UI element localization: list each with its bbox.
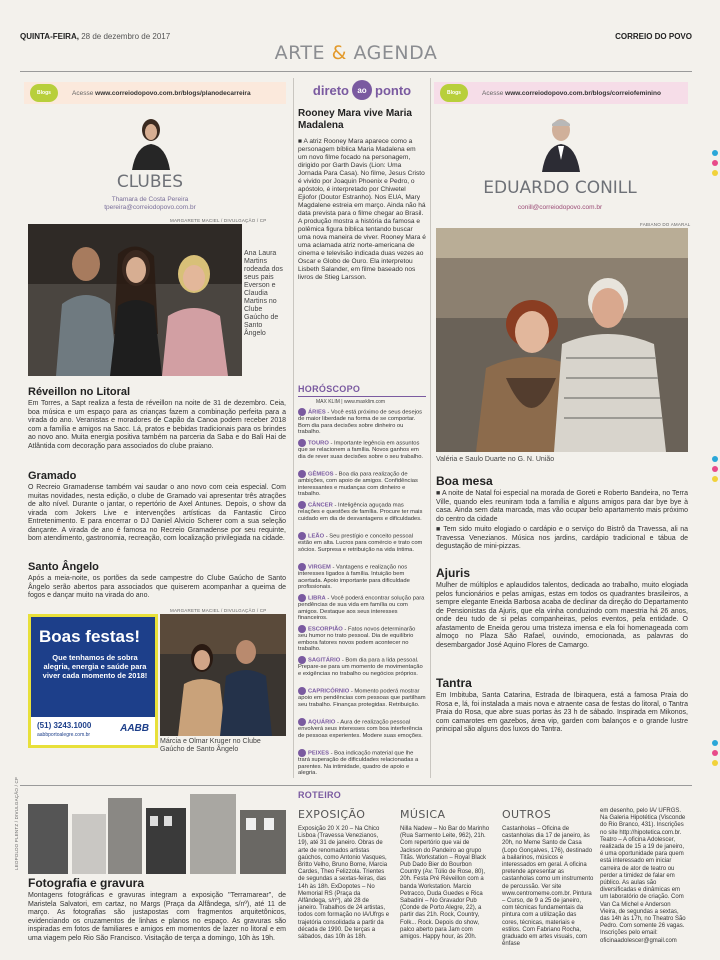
photo-terramarear [28, 794, 286, 874]
sign-name: SAGITÁRIO [308, 657, 341, 664]
sign-name: ESCORPIÃO [308, 626, 343, 633]
sign-name: TOURO [308, 440, 329, 447]
text-fotografia: Montagens fotográficas e gravuras integram a exposição "Terramarear", de Maristela Salvatori, em cartaz, no Margs (Praça da Alfândega, s/nº), até 11 de março. As fotografias são justapostas com fragmentos arquitetônicos, evidenciando os cruzamentos de linhas e planos no espaço. As gravuras são inspiradas em fotos de familiares e amigos em momentos de lazer no litoral e em uma viagem pelo Rio São Francisco. Visitação de terça a domingo, 10h às 19h. [28, 892, 286, 942]
zodiac-icon [298, 501, 306, 509]
zodiac-icon [298, 532, 306, 540]
text-tantra: Em Imbituba, Santa Catarina, Estrada de Ibiraquera, está a famosa Praia do Rosa e, lá, foi instalada a mais nova e atraente casa de festas do litoral, o Tantra Praia do Rosa, que abre suas portas às 23 h de sábado. Inspirada em Mikonos, com camarotes em gazebos, área vip, garden com balanços e o grande lustre principal são alguns dos luxos do Tantra. [436, 692, 688, 733]
zodiac-icon [298, 563, 306, 571]
registration-dots [712, 740, 718, 770]
ad-footer [31, 717, 155, 745]
sign-name: LIBRA [308, 595, 326, 602]
sign-name: LEÃO [308, 533, 325, 540]
columnist-portrait [128, 114, 174, 170]
columnist-portrait [538, 112, 584, 172]
outros-heading: OUTROS [502, 808, 552, 821]
photo-clube-family [28, 224, 242, 376]
zodiac-icon [298, 470, 306, 478]
columnist-byline [60, 196, 240, 212]
musica-text: Nilla Nadew – No Bar do Marinho (Rua Sarmento Leite, 962), 21h. Com repertório que vai de Jackson do Pandeiro ao grupo Titãs. Workstation – Royal Black Pub Dado Bier do Bourbon Country (Av. Túlio de Rose, 80), 20h. Festa Pré Réveillon com a banda Workstation. Marcio Petracco, Duda Guedes e Rica Sabadini – No Gravador Pub (Conde de Porto Alegre, 22), a partir das 21h. Rock, Country, Folk... Rock. Depois do show, palco aberto para Jam com amigos. Happy hour, às 20h. [400, 826, 490, 941]
photo-credit: MARGARETE MACIEL / DIVULGAÇÃO / CP [170, 218, 267, 223]
sign-text: - Aura de realização pessoal envolverá seus interesses com boa interferência de pessoas experientes. Modere suas emoções. [298, 719, 423, 739]
header-ao: ao [352, 80, 372, 100]
ad-phone: (51) 3243.1000 [37, 721, 92, 730]
columnist-email[interactable]: conill@correiodopovo.com.br [517, 204, 603, 211]
zodiac-icon [298, 718, 306, 726]
horoscope-sign [298, 625, 426, 653]
outros-text: Castanholas – Oficina de castanholas dia 17 de janeiro, às 20h, no Meme Santo de Casa (Lopo Gonçalves, 176), destinado a bailarinos, músicos e interessados em geral. A oficina pretende apresentar as castanholas como um instrumento de percussão. Ver site www.centromeme.com.br. Pintura – Curso, de 9 a 25 de janeiro, com técnicas fundamentais da pintura com a utilização das cores, técnicas, materiais e estilos. Com Fabriano Rocha, graduado em artes visuais, com ênfase [502, 826, 594, 948]
sign-text: - Boa indicação material que lhe trará superação de dificuldades relacionadas a parentes. Na intimidade, quadro de apoio e alegria. [298, 750, 419, 777]
blog-url[interactable]: Acesse www.correiodopovo.com.br/blogs/correiofeminino [482, 89, 661, 97]
sign-text: - Vantagens e realização nos interesses ligados à família. Intuição bem acertada. Apoio importante para dificuldade profissionais. [298, 564, 410, 591]
roteiro-heading: ROTEIRO [298, 790, 342, 800]
direto-ao-ponto-header [298, 79, 426, 101]
horoscope-sign [298, 594, 426, 622]
photo-valeria-saulo [436, 228, 688, 452]
zodiac-icon [298, 594, 306, 602]
columnist-email[interactable]: tpereira@correiodopovo.com.br [104, 204, 196, 211]
photo-caption: Márcia e Olmar Kruger no Clube Gaúcho de Santo Ângelo [160, 738, 261, 753]
sign-text: - Inteligência aguçada mas relações e questões de família. Procure ter mais cuidado em dia de desvantagens e dificuldades. [298, 502, 423, 522]
ad-title: Boas festas! [39, 627, 141, 646]
heading-fotografia: Fotografia e gravura [28, 876, 145, 890]
sign-name: ÁRIES [308, 409, 326, 416]
sign-name: GÊMEOS [308, 471, 334, 478]
zodiac-icon [298, 687, 306, 695]
heading-ajuris: Ajuris [436, 566, 471, 580]
text-gramado: O Recreio Gramadense também vai saudar o ano novo com ceia especial. Com muitas novidades, nesta edição, o clube de Gramado vai apresentar três atrações de alto nível. Durante o jantar, o repertório de Axel Antunes. Depois, o show da virada com Jokers Live e intervenções artísticas da Fantastic Circo Entretenimento. E para encerrar o DJ Daniel Alvicio Scherer com a sua seleção dançante. A virada de ano é famosa no Recreio Gramadense por seu requinte, bom atendimento, gastronomia, recreação, com localização privilegiada na cidade. [28, 484, 286, 542]
text-santo-angelo: Após a meia-noite, os portões da sede campestre do Clube Gaúcho de Santo Ângelo serão abertos para associados que quiserem acompanhar a queima de fogos e dançar muito na virada do ano. [28, 575, 286, 599]
zodiac-icon [298, 656, 306, 664]
photo-caption: Valéria e Saulo Duarte no G. N. União [436, 456, 555, 463]
header-ponto: ponto [375, 82, 412, 98]
heading-santo-angelo: Santo Ângelo [28, 561, 99, 573]
sign-text: - Momento poderá mostrar apoio em pendências com pessoas que partilham seu trabalho. Finanças protegidas. Retribuição. [298, 688, 426, 708]
section-title: ARTE & AGENDA [274, 42, 438, 64]
roteiro-rule [20, 785, 692, 786]
horoscope-sign [298, 563, 426, 591]
horoscope-sign [298, 656, 426, 677]
zodiac-icon [298, 439, 306, 447]
column-title: CLUBES [116, 172, 184, 192]
musica-heading: MÚSICA [400, 808, 446, 821]
text-rooney: ■ A atriz Rooney Mara aparece como a personagem bíblica Maria Madalena em um novo filme focado na personagem, dirigido por Garth Davis (Lion: Uma Jornada Para Casa). No filme, Jesus Cristo é vivido por Joaquin Phoenix e Pedro, o apóstolo, é interpretado por Chiwetel Ejiofor (Doutor Estranho). Nos EUA, Mary Magdalene estreia em março. Ainda não há data prevista para o filme chegar ao Brasil. A produção mostra a história da famosa e polêmica figura bíblica tentando buscar uma nova maneira de viver. Rooney Mara é uma aclamada atriz norte-americana de cinema e televisão indicada duas vezes ao Oscar e Globo de Ouro. Ela interpretou Lisbeth Salander, em filme baseado nos livros de Stieg Larsson. [298, 138, 426, 281]
exposicao-heading: EXPOSIÇÃO [298, 808, 366, 821]
top-rule [20, 71, 692, 72]
columnist-name: Thamara de Costa Pereira [111, 196, 189, 203]
photo-kruger-couple [160, 614, 286, 736]
zodiac-icon [298, 408, 306, 416]
exposicao-text: Exposição 20 X 20 – Na Chico Lisboa (Travessa Venezianos, 19), até 31 de janeiro. Obras de arte de renomados artistas gaúchos, como Antonio Vasques, Britto Velho, Bruno Borne, Marcia Cardes, Theo Felizzola. Trientes de segundas a sextas-feiras, das 14h às 18h. ExDopotes – No Memorial RS (Praça da Alfândega, s/nº), até 28 de janeiro. Trabalhos de 24 artistas, todos com formação no IA/Ufrgs e trajetória consolidada a partir da década de 1990. De terças a sábados, das 10h às 18h. [298, 826, 390, 941]
sign-name: CÂNCER [308, 502, 333, 509]
zodiac-icon [298, 749, 306, 757]
horoscope-author: MAX KLIM | www.maxklim.com [316, 399, 386, 405]
sign-text: - Bom dia para a lida pessoal. Prepare-se para um momento de movimentação e exigências no trabalho ou negócios próprios. [298, 657, 423, 677]
outros-text-continued: em desenho, pelo IA/ UFRGS. Na Galeria Hipotética (Visconde do Rio Branco, 431). Inscrições no site http://hipotetica.com.br. Teatro – A oficina Adolescer, realizada de 15 a 19 de janeiro, é uma oportunidade para quem está interessado em iniciar carreira de ator de teatro ou perder a timidez de falar em público. As aulas são diversificadas e dinâmicas em um laboratório de criação. Com Van Ca Michel e Anderson Vieira, de segundas a sextas, das 14h às 17h, no Theatro São Pedro. Com somente 26 vagas. Inscrições pelo email: oficinaadolescer@gmail.com [600, 808, 686, 944]
horoscope-heading: HORÓSCOPO [298, 384, 361, 394]
column-divider [430, 78, 431, 778]
photo-caption: Ana Laura Martins rodeada dos seus pais Everson e Claudia Martins no Clube Gaúcho de Santo Ângelo [244, 250, 283, 337]
sign-text: - Você poderá encontrar solução para pendências de sua vida em família ou com amigos. Destaque aos seus interesses financeiros. [298, 595, 425, 622]
zodiac-icon [298, 625, 306, 633]
text-ajuris: Mulher de múltiplos e aplaudidos talentos, dedicada ao trabalho, muito elogiada pelos funcionários e pelas amigas, estas em todos os quadrantes brasileiros, a sempre elegante Eneida Barbosa acaba de declinar da direção do Departamento de Pensionistas da Ajuris, que ela vinha conduzindo com maestria há 26 anos, onde deu tudo de si pelas companheiras, pelos eventos, pela entidade. O afastamento de Eneida gerou uma tristeza imensa e ela foi homenageada com almoço no Plaza São Rafael, ouvindo, emocionada, as palavras do desembargador José Aquino Flores de Camargo. [436, 582, 688, 649]
text-boa-mesa-2: ■ Tem sido muito elogiado o cardápio e o serviço do Bistrô da Travessa, ali na Travessa Venezianos. Música nos jardins, cardápio tradicional e tábua de degustação de mini-pizzas. [436, 526, 688, 550]
column-title: EDUARDO CONILL [483, 178, 637, 198]
sign-text: - Você está próximo de seus desejos de maior liberdade na forma de se comportar. Bom dia para decisões sobre dinheiro ou trabalho. [298, 409, 423, 436]
ad-website[interactable]: aabbportoalegre.com.br [37, 732, 91, 738]
edition-date: QUINTA-FEIRA, 28 de dezembro de 2017 [20, 32, 171, 41]
horoscope-sign [298, 718, 426, 739]
sign-text: - Importante legência em assuntos que se relacionem a família. Novos ganhos em dia de rever suas decisões sobre o seu trabalho. [298, 440, 424, 460]
registration-dots [712, 150, 718, 180]
sign-name: CAPRICÓRNIO [308, 688, 350, 695]
horoscope-sign [298, 501, 426, 522]
advertisement[interactable] [28, 614, 158, 748]
masthead [20, 28, 692, 68]
horoscope-sign [298, 439, 426, 460]
blogs-logo: Blogs [440, 84, 468, 102]
photo-credit: MARGARETE MACIEL / DIVULGAÇÃO / CP [170, 608, 267, 613]
blog-banner[interactable] [24, 82, 286, 104]
blog-banner[interactable] [434, 82, 688, 104]
horoscope-sign [298, 470, 426, 498]
heading-reveillon: Réveillon no Litoral [28, 386, 131, 398]
aabb-logo: AABB [120, 723, 149, 734]
registration-dots [712, 456, 718, 486]
text-reveillon: Em Torres, a Sapt realiza a festa de réveillon na noite de 31 de dezembro. Ceia, boa música e um espaço para as crianças fazem a combinação perfeita para a virada do ano. Veranistas e moradores de Capão da Canoa podem receber 2018 com a família e amigos na Sacc. Lá, pratos e bebidas tradicionais para os brindes ao novo ano. Muita energia positiva também na parceria da Saba e do Bali Hai de Atlântida com decoração para associados do clube praiano. [28, 400, 286, 450]
photo-credit: LEOPOLDO PLENTZ / DIVULGAÇÃO / CP [14, 776, 19, 870]
newspaper-name: CORREIO DO POVO [615, 32, 692, 41]
horoscope-sign [298, 408, 426, 436]
horoscope-sign [298, 749, 426, 777]
text-boa-mesa-1: ■ A noite de Natal foi especial na morada de Goreti e Roberto Bandeira, no Terra Ville, quando eles reuniram toda a família e alguns amigos para dar bye bye à casa. Ainda sem data marcada, mas vão ocupar belo apartamento mais próximo do centro da cidade [436, 490, 688, 523]
headline-rooney: Rooney Mara vive Maria Madalena [298, 108, 412, 131]
photo-credit: FABIANO DO AMARAL [640, 222, 691, 227]
sign-text: - Seu prestígio e conceito pessoal estão em alta. Lucros para comércio e trato com sócios. Surpresa e retribuição na vida íntima. [298, 533, 423, 553]
blog-url[interactable]: Acesse www.correiodopovo.com.br/blogs/planodecarreira [72, 89, 251, 97]
horoscope-sign [298, 687, 426, 708]
ad-text: Que tenhamos de sobra alegria, energia e saúde para viver cada momento de 2018! [42, 653, 148, 680]
heading-gramado: Gramado [28, 470, 77, 482]
sign-text: - Fatos novos determinarão seu humor no trato pessoal. Dia de equilíbrio embora fatores novos podem acontecer no trabalho. [298, 626, 416, 653]
column-divider [293, 78, 294, 778]
blogs-logo: Blogs [30, 84, 58, 102]
sign-name: PEIXES [308, 750, 329, 757]
heading-boa-mesa: Boa mesa [436, 474, 493, 488]
sign-name: VIRGEM [308, 564, 331, 571]
heading-tantra: Tantra [436, 676, 472, 690]
sign-text: - Boa dia para realização de ambições, com apoio de amigos. Confidências interessantes e mudanças com dinheiro e trabalho. [298, 471, 418, 498]
horoscope-sign [298, 532, 426, 553]
header-direto: direto [312, 82, 350, 98]
sign-name: AQUÁRIO [308, 719, 336, 726]
horoscope-rule [298, 396, 426, 397]
